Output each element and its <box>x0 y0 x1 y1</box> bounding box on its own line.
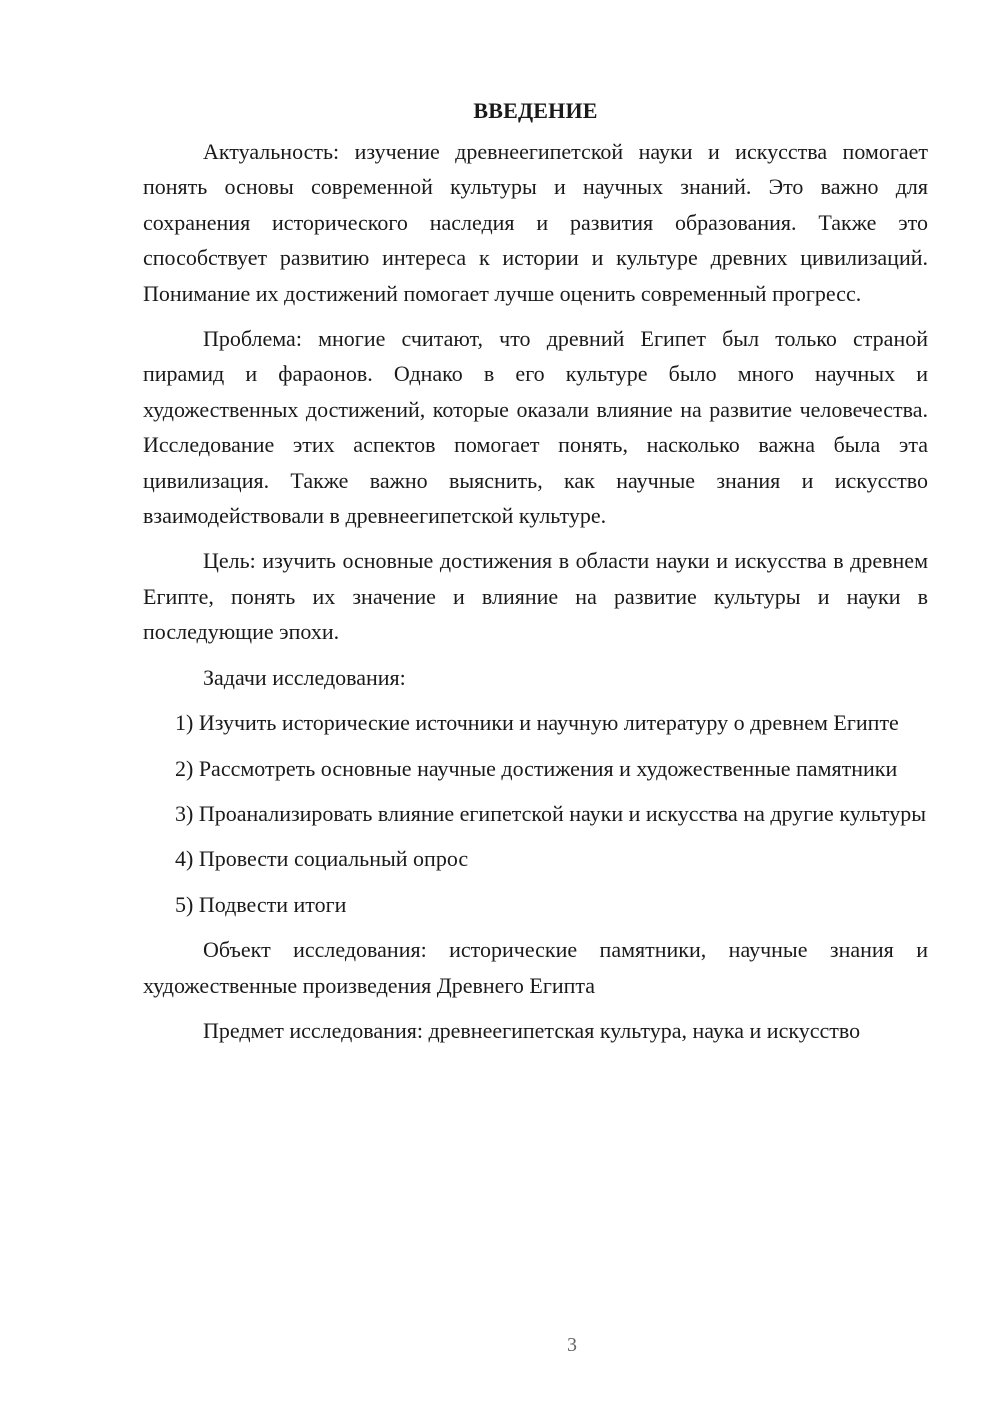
task-item-5: 5) Подвести итоги <box>175 891 347 917</box>
paragraph-relevance: Актуальность: изучение древнеегипетской науки и искусства помогает понять основы современной культуры и научных знаний. Это важно для сохранения исторического наследия и развития образования. Также это способствует развитию интереса к истории и культуре древних цивилизаций. Понимание их достижений помогает лучше оценить современный прогресс. <box>143 139 928 306</box>
task-item-1: 1) Изучить исторические источники и научную литературу о древнем Египте <box>175 710 899 736</box>
section-heading: ВВЕДЕНИЕ <box>473 98 598 123</box>
paragraph-object: Объект исследования: исторические памятники, научные знания и художественные произведения Древнего Египта <box>143 937 928 998</box>
page-content <box>143 96 928 1058</box>
task-item-4: 4) Провести социальный опрос <box>175 846 469 872</box>
task-item-3: 3) Проанализировать влияние египетской науки и искусства на другие культуры <box>175 800 927 826</box>
paragraph-goal: Цель: изучить основные достижения в области науки и искусства в древнем Египте, понять их значение и влияние на развитие культуры и науки в последующие эпохи. <box>143 548 928 645</box>
paragraph-problem: Проблема: многие считают, что древний Египет был только страной пирамид и фараонов. Однако в его культуре было много научных и художественных достижений, которые оказали влияние на развитие человечества. Исследование этих аспектов помогает понять, насколько важна была эта цивилизация. Также важно выяснить, как научные знания и искусство взаимодействовали в древнеегипетской культуре. <box>143 326 928 529</box>
tasks-title: Задачи исследования: <box>203 664 406 690</box>
task-item-2: 2) Рассмотреть основные научные достижения и художественные памятники <box>175 755 898 781</box>
page-number: 3 <box>567 1334 577 1356</box>
paragraph-subject: Предмет исследования: древнеегипетская культура, наука и искусство <box>203 1017 861 1043</box>
